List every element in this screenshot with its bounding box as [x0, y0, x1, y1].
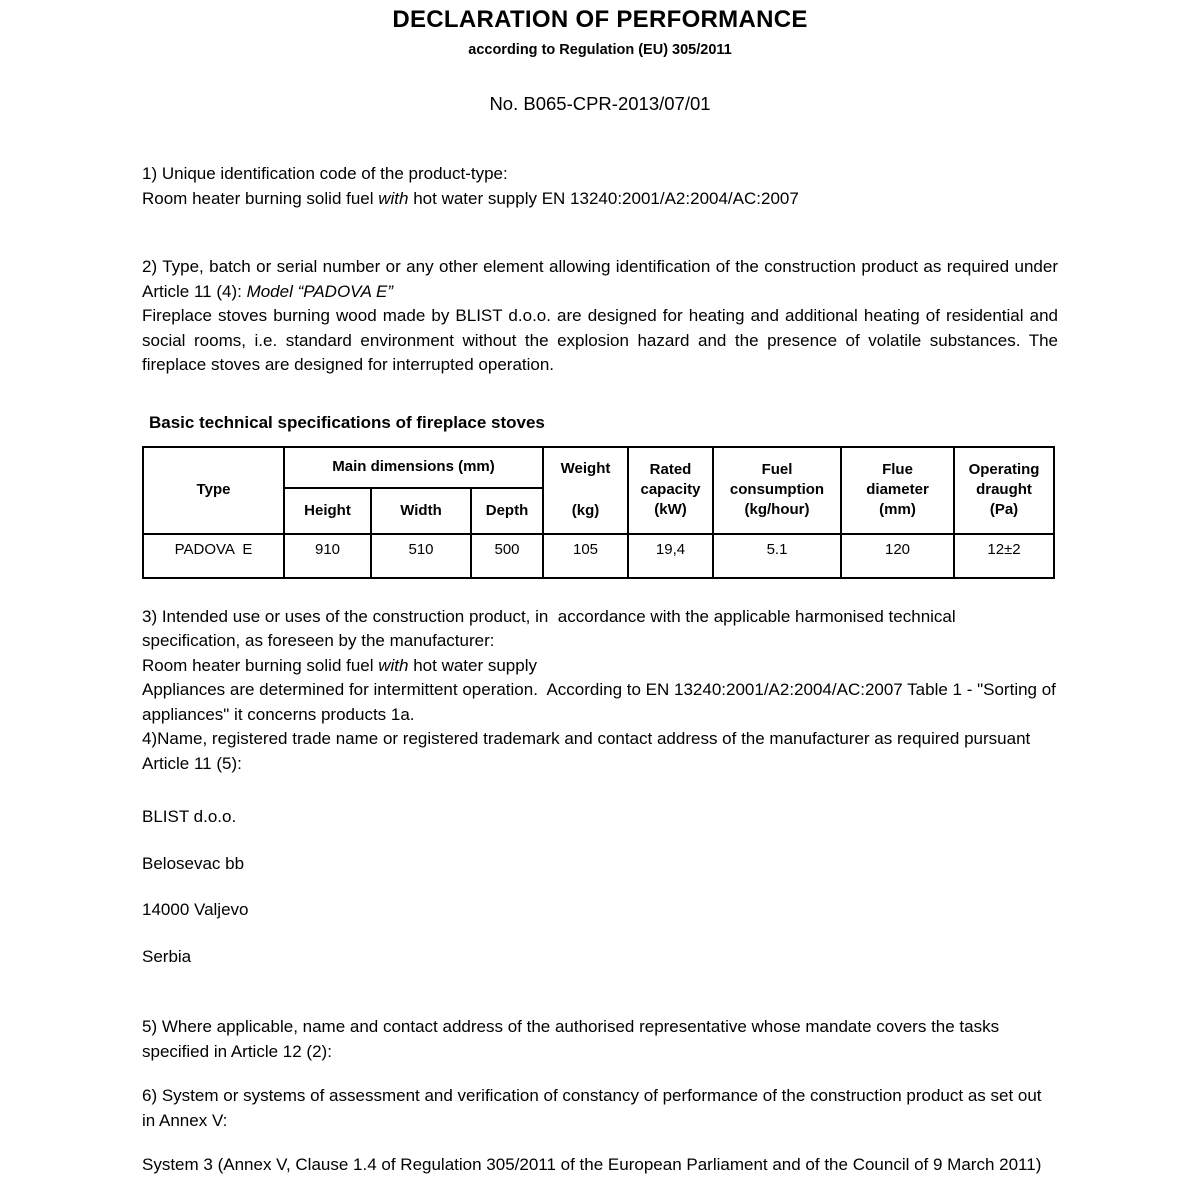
section-6: 6) System or systems of assessment and verification of constancy of performance of the construction product as set out in Annex V: — [142, 1086, 1042, 1130]
spec-table-heading: Basic technical specifications of fireplace stoves — [149, 412, 545, 432]
manufacturer-street: Belosevac bb — [142, 853, 245, 873]
cell-depth: 500 — [471, 534, 543, 578]
section-3-product-line: Room heater burning solid fuel with hot water supply — [142, 655, 537, 675]
manufacturer-country: Serbia — [142, 946, 192, 966]
cell-operating-draught: 12±2 — [954, 534, 1054, 578]
document-subtitle: according to Regulation (EU) 305/2011 — [468, 42, 732, 58]
col-header-type: Type — [143, 447, 284, 534]
system-3-note: System 3 (Annex V, Clause 1.4 of Regulation 305/2011 of the European Parliament and of the Council of 9 March 2011) — [142, 1155, 1042, 1174]
col-header-weight — [543, 447, 628, 534]
cell-type: PADOVA E — [143, 534, 284, 578]
manufacturer-name: BLIST d.o.o. — [142, 807, 237, 826]
col-header-weight-label: Weight — [560, 460, 611, 477]
section-2 — [142, 255, 1058, 378]
cell-fuel-consumption: 5.1 — [713, 534, 841, 578]
spec-table — [142, 446, 1055, 579]
manufacturer-city: 14000 Valjevo — [142, 900, 249, 919]
manufacturer-address — [142, 805, 1058, 969]
section-2-paragraph: Fireplace stoves burning wood made by BLIST d.o.o. are designed for heating and additional heating of residential and social rooms, i.e. standard environment without the explosion hazard and the presence of volatile substances. The fireplace stoves are designed for interrupted operation. — [142, 306, 1058, 374]
cell-width: 510 — [371, 534, 471, 578]
col-header-height: Height — [284, 488, 371, 534]
cell-height: 910 — [284, 534, 371, 578]
col-header-flue-diameter: Flue diameter (mm) — [841, 447, 954, 534]
section-1 — [142, 162, 1058, 211]
col-header-depth: Depth — [471, 488, 543, 534]
col-header-weight-unit: (kg) — [571, 502, 600, 519]
section-3-intended-use: 3) Intended use or uses of the construction product, in accordance with the applicable harmonised technical specification, as foreseen by the manufacturer: — [142, 606, 961, 650]
section-5: 5) Where applicable, name and contact address of the authorised representative whose mandate covers the tasks specified in Article 12 (2): — [142, 1017, 1000, 1061]
cell-flue-diameter: 120 — [841, 534, 954, 578]
section-3-appliances: Appliances are determined for intermittent operation. According to EN 13240:2001/A2:2004/AC:2007 Table 1 - "Sorting of appliances" it concerns products 1a. — [142, 680, 1061, 724]
section-1-heading: 1) Unique identification code of the product-type: — [142, 164, 508, 183]
col-header-operating-draught: Operating draught (Pa) — [954, 447, 1054, 534]
section-3 — [142, 605, 1061, 777]
section-1-body-pre: Room heater burning solid fuel — [142, 188, 379, 208]
cell-rated-capacity: 19,4 — [628, 534, 713, 578]
section-3-italic: with — [378, 655, 409, 675]
section-2-intro-pre: 2) Type, batch or serial number or any other element allowing identification of the construction product as required under Article 11 (4): — [142, 257, 1058, 301]
section-1-body — [142, 187, 1058, 212]
col-header-fuel-consumption: Fuel consumption (kg/hour) — [713, 447, 841, 534]
col-header-width: Width — [371, 488, 471, 534]
section-1-body-italic: with — [378, 188, 409, 208]
table-row — [143, 534, 1054, 578]
document-number: No. B065-CPR-2013/07/01 — [489, 93, 711, 114]
section-4-heading: 4)Name, registered trade name or registered trademark and contact address of the manufacturer as required pursuant Article 11 (5): — [142, 729, 1031, 773]
cell-weight: 105 — [543, 534, 628, 578]
document-title: DECLARATION OF PERFORMANCE — [392, 6, 808, 33]
section-2-model-name: Model “PADOVA E” — [246, 281, 393, 301]
col-header-rated-capacity: Rated capacity (kW) — [628, 447, 713, 534]
section-2-intro — [142, 255, 1058, 304]
col-header-main-dimensions: Main dimensions (mm) — [284, 447, 543, 488]
section-1-body-post: hot water supply EN 13240:2001/A2:2004/AC:2007 — [408, 188, 799, 208]
